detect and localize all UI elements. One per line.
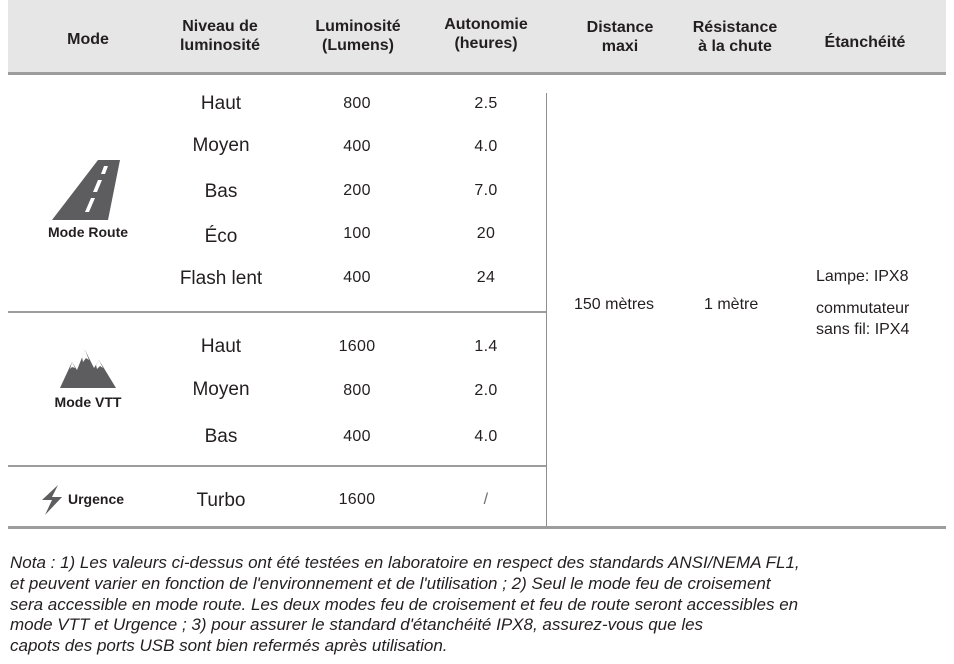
hours-route-2: 4.0: [474, 138, 498, 155]
header-distance: Distance maxi: [586, 19, 654, 55]
hours-vtt-1: 1.4: [474, 338, 498, 355]
hours-route-3: 7.0: [474, 182, 498, 199]
drop-value: 1 mètre: [704, 296, 759, 313]
table-bottom-rule: [8, 526, 946, 529]
footnote: Nota : 1) Les valeurs ci-dessus ont été testées en laboratoire en respect des standards ANSI/NEMA FL1, et peuvent varier en fonction de l'environnement et de l'utilisation ; 2) Seul le mode feu de croisement sera accessible en mode route. Les deux modes feu de croisement et feu de route seront accessibles en mode VTT et Urgence ; 3) pour assurer le standard d'étanchéité IPX8, assurez-vous que les capots des ports USB sont bien refermés après utilisation.: [10, 553, 800, 656]
level-route-5: Flash lent: [179, 268, 263, 289]
header-level: Niveau de luminosité: [179, 18, 260, 54]
mode-urgence-label: Urgence: [68, 491, 125, 507]
hours-route-1: 2.5: [474, 95, 498, 112]
waterproof-switch-value: commutateur sans fil: IPX4: [816, 300, 910, 338]
level-route-4: Éco: [204, 226, 238, 247]
mountain-icon: [58, 348, 118, 390]
hours-route-4: 20: [476, 225, 496, 242]
hours-vtt-2: 2.0: [474, 382, 498, 399]
mode-route-label: Mode Route: [47, 224, 129, 240]
hours-route-5: 24: [476, 269, 496, 286]
lightning-icon: [40, 484, 64, 516]
header-drop: Résistance à la chute: [692, 19, 778, 55]
lumens-vtt-3: 400: [343, 428, 371, 445]
mode-vtt-label: Mode VTT: [54, 394, 122, 410]
section-divider-route: [8, 311, 546, 313]
level-urgence-1: Turbo: [196, 490, 246, 511]
lumens-route-3: 200: [343, 182, 371, 199]
header-mode: Mode: [67, 31, 109, 48]
lumens-route-4: 100: [343, 225, 371, 242]
hours-urgence-1: /: [483, 491, 489, 508]
section-divider-vtt: [8, 465, 546, 467]
waterproof-lamp-value: Lampe: IPX8: [816, 268, 909, 285]
road-icon: [50, 158, 122, 222]
header-divider: [8, 72, 946, 75]
hours-vtt-3: 4.0: [474, 428, 498, 445]
lumens-route-5: 400: [343, 269, 371, 286]
header-autonomy: Autonomie (heures): [444, 16, 528, 52]
level-route-3: Bas: [204, 181, 238, 202]
lumens-urgence-1: 1600: [338, 491, 376, 508]
lumens-route-2: 400: [343, 138, 371, 155]
level-vtt-1: Haut: [200, 336, 242, 357]
level-route-2: Moyen: [192, 135, 250, 156]
lumens-route-1: 800: [343, 95, 371, 112]
lumens-vtt-2: 800: [343, 382, 371, 399]
lumens-vtt-1: 1600: [338, 338, 376, 355]
header-lumens: Luminosité (Lumens): [315, 18, 401, 54]
level-route-1: Haut: [200, 93, 242, 114]
column-divider: [546, 93, 547, 526]
distance-value: 150 mètres: [574, 296, 655, 313]
level-vtt-2: Moyen: [192, 379, 250, 400]
level-vtt-3: Bas: [204, 426, 238, 447]
header-waterproof: Étanchéité: [824, 34, 906, 51]
